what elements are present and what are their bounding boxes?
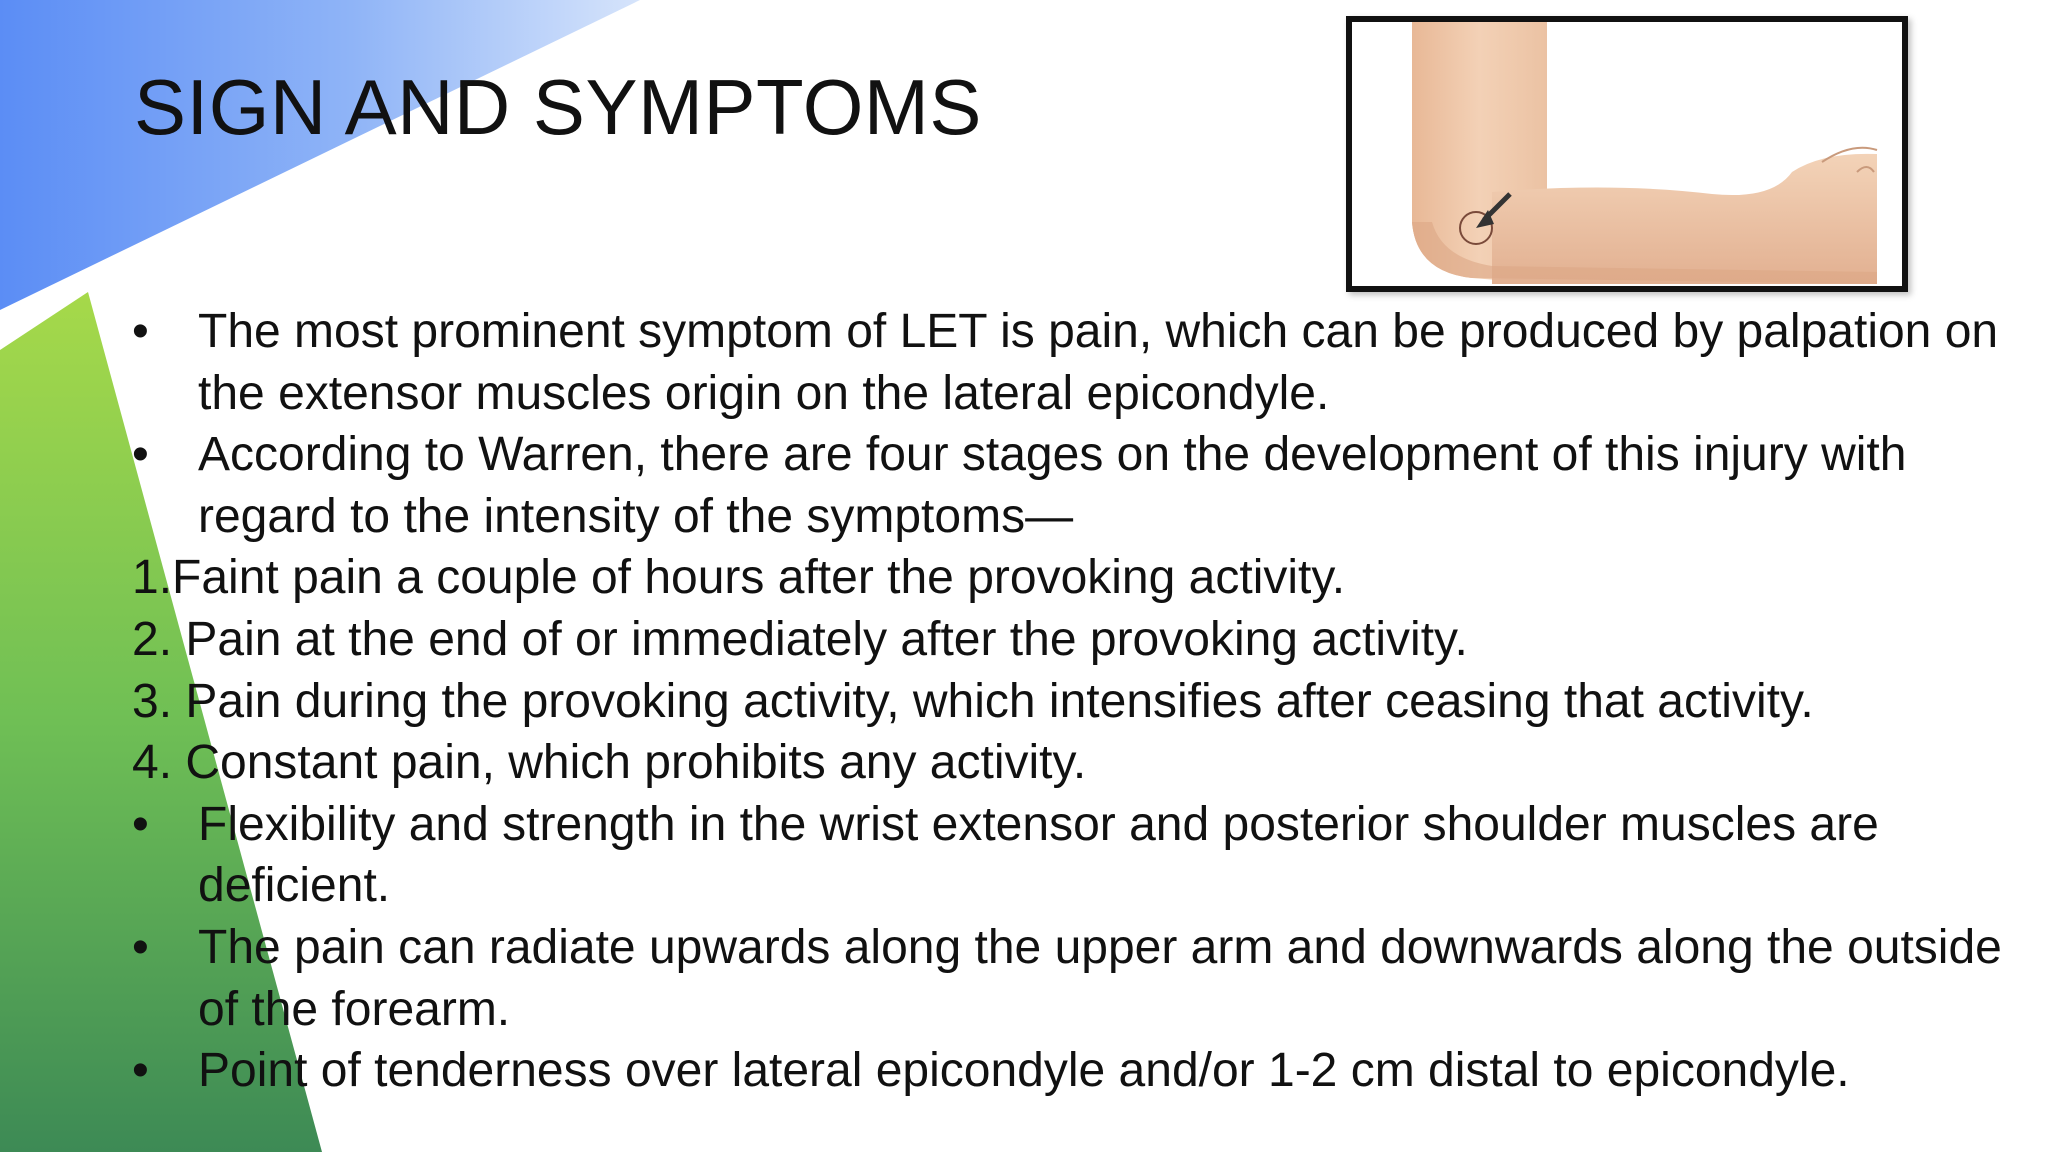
list-item-text: The pain can radiate upwards along the upper arm and downwards along the outside of the forearm. — [198, 920, 2002, 1036]
blue-triangle-shape — [0, 0, 640, 310]
list-item-text: Point of tenderness over lateral epicondyle and/or 1-2 cm distal to epicondyle. — [198, 1044, 1850, 1098]
list-item — [132, 917, 2037, 1040]
list-item — [132, 424, 2037, 547]
numbered-item: 1.Faint pain a couple of hours after the provoking activity. — [132, 551, 1346, 605]
numbered-item: 2. Pain at the end of or immediately after the provoking activity. — [132, 612, 1468, 666]
list-item — [132, 301, 2037, 424]
elbow-illustration-icon — [1346, 16, 1908, 292]
bullet-marker: • — [132, 428, 149, 482]
list-item — [132, 1040, 2037, 1102]
bullet-marker: • — [132, 305, 149, 358]
list-item-text: The most prominent symptom of LET is pain, which can be produced by palpation on the extensor muscles origin on the lateral epicondyle. — [198, 305, 1999, 420]
slide-title: SIGN AND SYMPTOMS — [134, 63, 982, 151]
list-item-text: According to Warren, there are four stages on the development of this injury with regard to the intensity of the symptoms— — [198, 428, 1907, 543]
numbered-item: 3. Pain during the provoking activity, which intensifies after ceasing that activity. — [132, 674, 1814, 728]
list-item-text: Flexibility and strength in the wrist extensor and posterior shoulder muscles are deficient. — [198, 797, 1879, 913]
bullet-marker: • — [132, 797, 149, 851]
numbered-item: 4. Constant pain, which prohibits any activity. — [132, 736, 1087, 790]
bullet-marker: • — [132, 1044, 149, 1098]
list-item — [132, 794, 2037, 917]
bullet-marker: • — [132, 920, 149, 974]
slide-body — [132, 301, 2037, 1102]
